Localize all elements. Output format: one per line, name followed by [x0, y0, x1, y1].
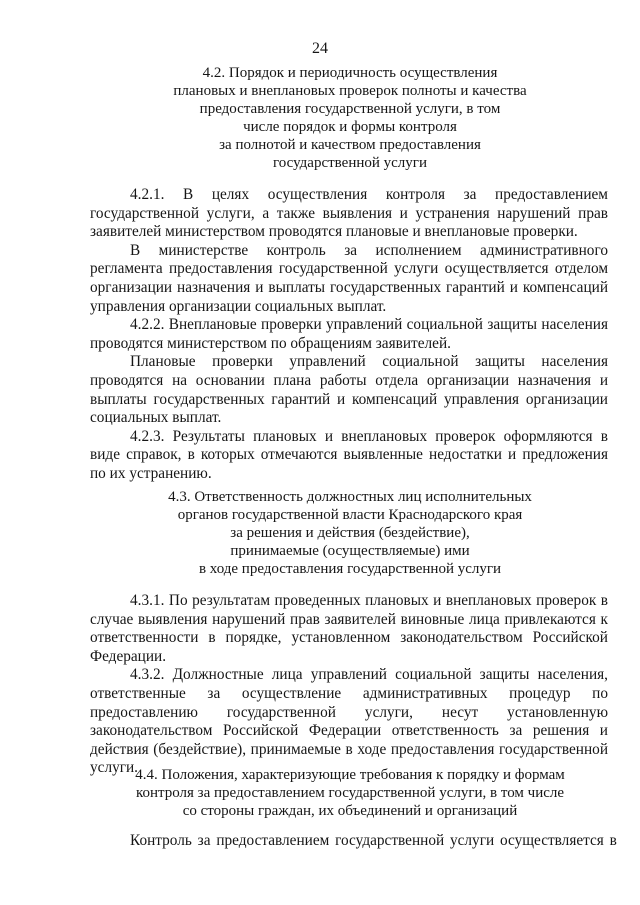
- paragraph-ministry-control: В министерстве контроль за исполнением административного регламента предоставления государственной услуги осуществляется отделом организации назначения и выплаты государственных гарантий и компенсаций управления организации социальных выплат.: [90, 241, 608, 315]
- paragraph-4-2-3: 4.2.3. Результаты плановых и внеплановых проверок оформляются в виде справок, в которых отмечаются выявленные недостатки и предложения по их устранению.: [90, 427, 608, 482]
- paragraph-4-4-intro: Контроль за предоставлением государственной услуги осуществляется в: [130, 832, 617, 849]
- paragraph-planned-checks: Плановые проверки управлений социальной защиты населения проводятся на основании плана работы отдела организации назначения и выплаты государственных гарантий и компенсаций управления организации социальных выплат.: [90, 353, 608, 427]
- heading-line: принимаемые (осуществляемые) ими: [230, 543, 470, 559]
- paragraph-4-2-1: 4.2.1. В целях осуществления контроля за предоставлением государственной услуги, а также выявления и устранения нарушений прав заявителей министерством проводятся плановые и внеплановые проверки.: [90, 186, 608, 241]
- heading-line: органов государственной власти Краснодарского края: [177, 507, 523, 523]
- heading-line: 4.4. Положения, характеризующие требования к порядку и формам: [135, 767, 565, 783]
- heading-line: числе порядок и формы контроля: [243, 119, 457, 135]
- heading-line: государственной услуги: [273, 155, 427, 171]
- section-4-3-heading: [90, 488, 610, 578]
- heading-line: 4.3. Ответственность должностных лиц исполнительных: [168, 489, 532, 505]
- section-4-4-heading: [90, 766, 610, 820]
- heading-line: контроля за предоставлением государственной услуги, в том числе: [135, 785, 565, 801]
- section-4-2-heading: [90, 64, 610, 172]
- paragraph-4-2-2: 4.2.2. Внеплановые проверки управлений социальной защиты населения проводятся министерством по обращениям заявителей.: [90, 316, 608, 352]
- heading-line: за полнотой и качеством предоставления: [219, 137, 481, 153]
- paragraph-4-3-1: 4.3.1. По результатам проведенных плановых и внеплановых проверок в случае выявления нарушений прав заявителей виновные лица привлекаются к ответственности в порядке, установленном законодательством Российской Федерации.: [90, 592, 608, 665]
- page-number: 24: [312, 40, 328, 57]
- heading-line: плановых и внеплановых проверок полноты и качества: [173, 83, 527, 99]
- section-4-2-body: [90, 186, 608, 484]
- section-4-3-body: [90, 592, 608, 778]
- heading-line: за решения и действия (бездействие),: [230, 525, 470, 541]
- heading-line: предоставления государственной услуги, в том: [199, 101, 501, 117]
- heading-line: со стороны граждан, их объединений и организаций: [182, 803, 518, 819]
- heading-line: в ходе предоставления государственной услуги: [198, 561, 502, 577]
- heading-line: 4.2. Порядок и периодичность осуществления: [202, 65, 498, 81]
- section-4-4-body: [90, 832, 617, 851]
- paragraph-4-3-2: 4.3.2. Должностные лица управлений социальной защиты населения, ответственные за осуществление административных процедур по предоставлению государственной услуги, несут установленную законодательством Российской Федерации ответственность за решения и действия (бездействие), принимаемые в ходе предоставления государственной услуги.: [90, 666, 608, 777]
